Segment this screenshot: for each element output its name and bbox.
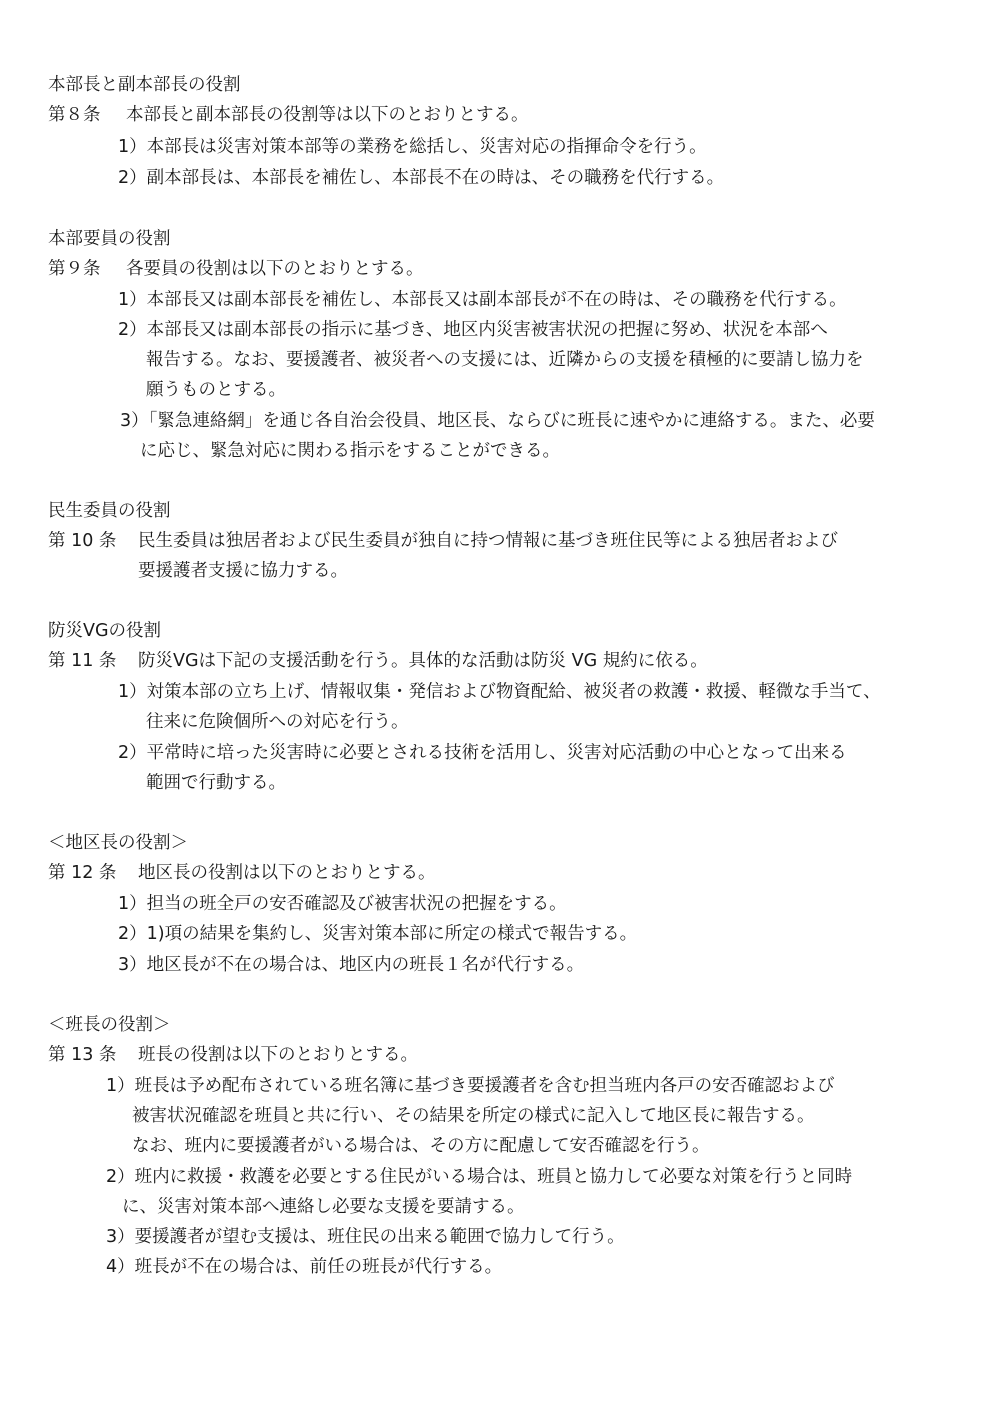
article-item: 2）副本部長は、本部長を補佐し、本部長不在の時は、その職務を代行する。 xyxy=(118,168,725,188)
article-number: 第９条 xyxy=(48,259,101,279)
article-item: 1）対策本部の立ち上げ、情報収集・発信および物資配給、被災者の救護・救援、軽微な手当て、 xyxy=(118,682,881,702)
article-item: 2）1)項の結果を集約し、災害対策本部に所定の様式で報告する。 xyxy=(118,924,638,944)
section-heading: 防災VGの役割 xyxy=(48,621,162,641)
section-heading: 民生委員の役割 xyxy=(48,501,171,521)
article-item-continuation: 願うものとする。 xyxy=(146,380,286,400)
article-lead: 各要員の役割は以下のとおりとする。 xyxy=(126,259,424,279)
article-number: 第 13 条 xyxy=(48,1045,117,1065)
article-item-continuation: なお、班内に要援護者がいる場合は、その方に配慮して安否確認を行う。 xyxy=(132,1136,710,1156)
article-lead: 地区長の役割は以下のとおりとする。 xyxy=(138,863,436,883)
article-number: 第 11 条 xyxy=(48,651,117,671)
article-item: 3）地区長が不在の場合は、地区内の班長１名が代行する。 xyxy=(118,955,585,975)
article-item: 1）本部長は災害対策本部等の業務を総括し、災害対応の指揮命令を行う。 xyxy=(118,137,707,157)
article-item: 1）担当の班全戸の安否確認及び被害状況の把握をする。 xyxy=(118,894,567,914)
section-heading: 本部要員の役割 xyxy=(48,229,171,249)
section-heading: ＜班長の役割＞ xyxy=(48,1015,171,1035)
article-number: 第８条 xyxy=(48,105,101,125)
article-lead: 本部長と副本部長の役割等は以下のとおりとする。 xyxy=(126,105,529,125)
article-lead: 班長の役割は以下のとおりとする。 xyxy=(138,1045,418,1065)
article-number: 第 10 条 xyxy=(48,531,117,551)
article-lead-continuation: 要援護者支援に協力する。 xyxy=(138,561,348,581)
article-item: 1）班長は予め配布されている班名簿に基づき要援護者を含む担当班内各戸の安否確認および xyxy=(106,1076,835,1096)
article-lead: 防災VGは下記の支援活動を行う。具体的な活動は防災 VG 規約に依る。 xyxy=(138,651,708,671)
article-item-continuation: 報告する。なお、要援護者、被災者への支援には、近隣からの支援を積極的に要請し協力を xyxy=(146,350,864,370)
article-number: 第 12 条 xyxy=(48,863,117,883)
article-item: 4）班長が不在の場合は、前任の班長が代行する。 xyxy=(106,1257,503,1277)
article-item: 3）要援護者が望む支援は、班住民の出来る範囲で協力して行う。 xyxy=(106,1227,625,1247)
section-heading: ＜地区長の役割＞ xyxy=(48,833,188,853)
article-item-continuation: 被害状況確認を班員と共に行い、その結果を所定の様式に記入して地区長に報告する。 xyxy=(132,1106,815,1126)
article-item: 2）班内に救援・救護を必要とする住民がいる場合は、班員と協力して必要な対策を行うと同時 xyxy=(106,1167,853,1187)
section-heading: 本部長と副本部長の役割 xyxy=(48,75,241,95)
article-item-continuation: 往来に危険個所への対応を行う。 xyxy=(146,712,409,732)
article-item: 1）本部長又は副本部長を補佐し、本部長又は副本部長が不在の時は、その職務を代行する。 xyxy=(118,290,847,310)
article-item-continuation: に応じ、緊急対応に関わる指示をすることができる。 xyxy=(140,441,560,461)
article-item: 3）「緊急連絡網」を通じ各自治会役員、地区長、ならびに班長に速やかに連絡する。また、必要 xyxy=(120,411,875,431)
article-item: 2）平常時に培った災害時に必要とされる技術を活用し、災害対応活動の中心となって出来る xyxy=(118,743,847,763)
article-item-continuation: 範囲で行動する。 xyxy=(146,773,286,793)
article-item: 2）本部長又は副本部長の指示に基づき、地区内災害被害状況の把握に努め、状況を本部へ xyxy=(118,320,828,340)
article-lead: 民生委員は独居者および民生委員が独自に持つ情報に基づき班住民等による独居者および xyxy=(138,531,838,551)
article-item-continuation: に、災害対策本部へ連絡し必要な支援を要請する。 xyxy=(122,1197,525,1217)
